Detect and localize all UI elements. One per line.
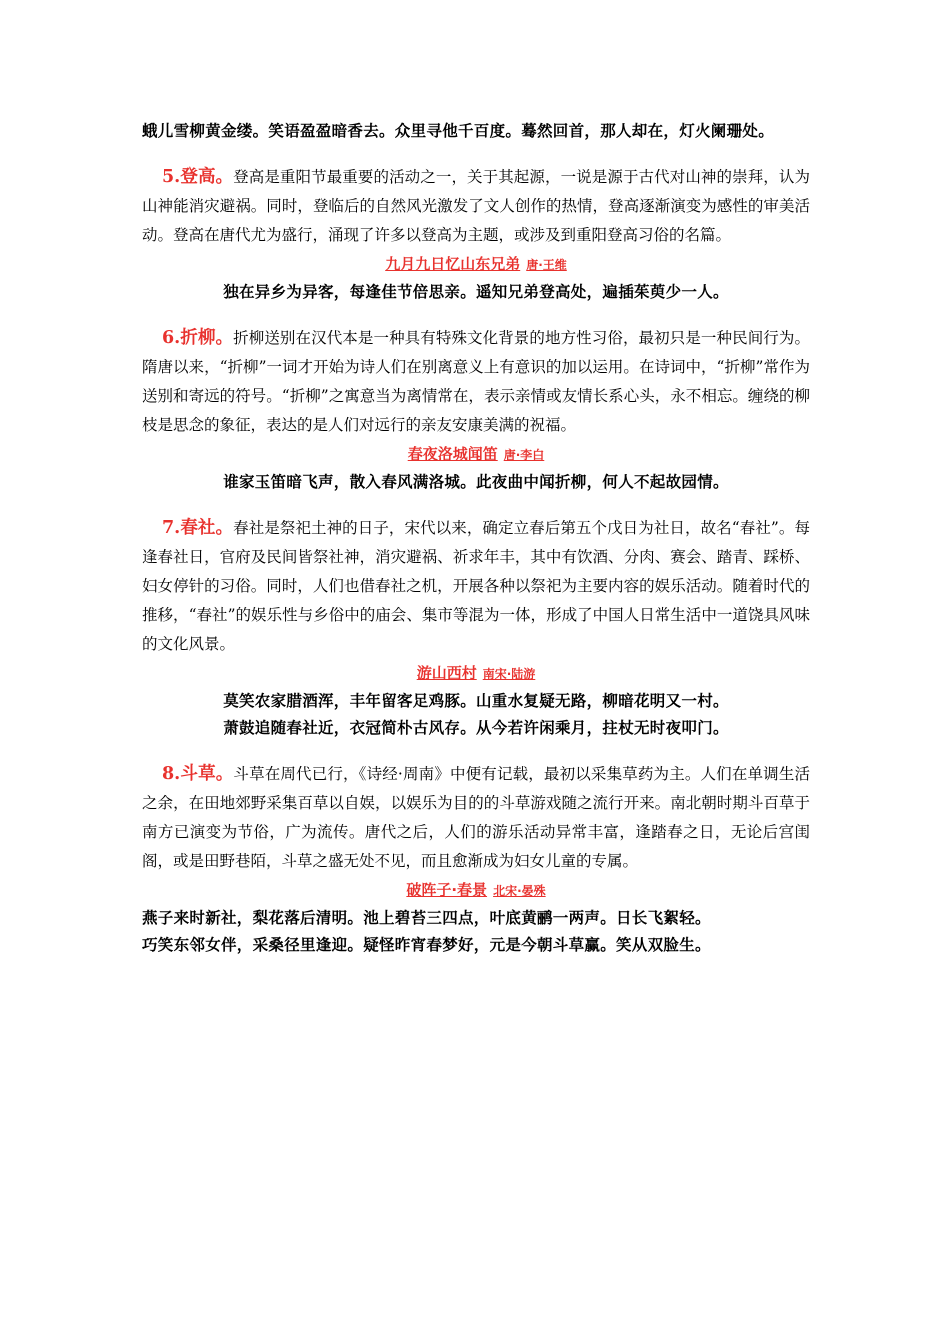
poem-line: 莫笑农家腊酒浑，丰年留客足鸡豚。山重水复疑无路，柳暗花明又一村。 <box>223 692 729 710</box>
poem-title <box>142 661 810 686</box>
section-text: 斗草在周代已行，《诗经·周南》中便有记载，最初以采集草药为主。人们在单调生活之余，在田地郊野采集百草以自娱，以娱乐为目的的斗草游戏随之流行开来。南北朝时期斗百草于南方已演变为节俗，广为流传。唐代之后，人们的游乐活动异常丰富，逢踏春之日，无论后宫闺阁，或是田野巷陌，斗草之盛无处不见，而且愈渐成为妇女儿童的专属。 <box>142 765 810 870</box>
section-paragraph <box>142 324 810 440</box>
section-zheliu <box>142 324 810 496</box>
poem-name: 游山西村 <box>416 664 477 682</box>
poem-author: 北宋·晏殊 <box>493 884 546 898</box>
poem-title <box>142 442 810 467</box>
poem-title <box>142 878 810 903</box>
poem-body <box>142 905 810 959</box>
intro-poem-line: 蛾儿雪柳黄金缕。笑语盈盈暗香去。众里寻他千百度。蓦然回首，那人却在，灯火阑珊处。 <box>142 122 775 140</box>
section-text: 折柳送别在汉代本是一种具有特殊文化背景的地方性习俗，最初只是一种民间行为。隋唐以来，“折柳”一词才开始为诗人们在别离意义上有意识的加以运用。在诗词中，“折柳”常作为送别和寄远的符号。“折柳”之寓意当为离情常在，表示亲情或友情长系心头，永不相忘。缠绕的柳枝是思念的象征，表达的是人们对远行的亲友安康美满的祝福。 <box>142 329 810 434</box>
section-title: 7.春社。 <box>162 518 234 538</box>
section-paragraph <box>142 514 810 659</box>
section-title: 6.折柳。 <box>162 328 234 348</box>
poem-body <box>142 688 810 742</box>
section-text: 登高是重阳节最重要的活动之一，关于其起源，一说是源于古代对山神的崇拜，认为山神能消灾避祸。同时，登临后的自然风光激发了文人创作的热情，登高逐渐演变为感性的审美活动。登高在唐代尤为盛行，涌现了许多以登高为主题，或涉及到重阳登高习俗的名篇。 <box>142 168 810 244</box>
section-denggao <box>142 163 810 306</box>
poem-author: 南宋·陆游 <box>482 667 536 681</box>
poem-author: 唐·李白 <box>503 448 545 462</box>
poem-name: 破阵子·春景 <box>406 881 488 899</box>
poem-title <box>142 252 810 277</box>
section-doucao <box>142 760 810 959</box>
section-paragraph <box>142 760 810 876</box>
poem-name: 春夜洛城闻笛 <box>407 445 498 463</box>
poem-body <box>142 469 810 496</box>
poem-body <box>142 279 810 306</box>
poem-line: 萧鼓追随春社近，衣冠简朴古风存。从今若许闲乘月，拄杖无时夜叩门。 <box>223 719 729 737</box>
section-title: 8.斗草。 <box>162 764 234 784</box>
document-page <box>142 118 810 959</box>
poem-line: 谁家玉笛暗飞声，散入春风满洛城。此夜曲中闻折柳，何人不起故园情。 <box>223 473 729 491</box>
poem-line: 巧笑东邻女伴，采桑径里逢迎。疑怪昨宵春梦好，元是今朝斗草赢。笑从双脸生。 <box>142 936 711 954</box>
poem-author: 唐·王维 <box>526 258 567 272</box>
section-title: 5.登高。 <box>162 167 234 187</box>
section-paragraph <box>142 163 810 250</box>
section-chunshe <box>142 514 810 742</box>
section-text: 春社是祭祀土神的日子，宋代以来，确定立春后第五个戊日为社日，故名“春社”。每逢春社日，官府及民间皆祭社神，消灾避祸、祈求年丰，其中有饮酒、分肉、赛会、踏青、踩桥、妇女停针的习俗。同时，人们也借春社之机，开展各种以祭祀为主要内容的娱乐活动。随着时代的推移，“春社”的娱乐性与乡俗中的庙会、集市等混为一体，形成了中国人日常生活中一道饶具风味的文化风景。 <box>142 519 810 653</box>
poem-line: 燕子来时新社，梨花落后清明。池上碧苔三四点，叶底黄鹂一两声。日长飞絮轻。 <box>142 909 711 927</box>
poem-name: 九月九日忆山东兄弟 <box>385 255 521 273</box>
poem-line: 独在异乡为异客，每逢佳节倍思亲。遥知兄弟登高处，遍插茱萸少一人。 <box>223 283 729 301</box>
